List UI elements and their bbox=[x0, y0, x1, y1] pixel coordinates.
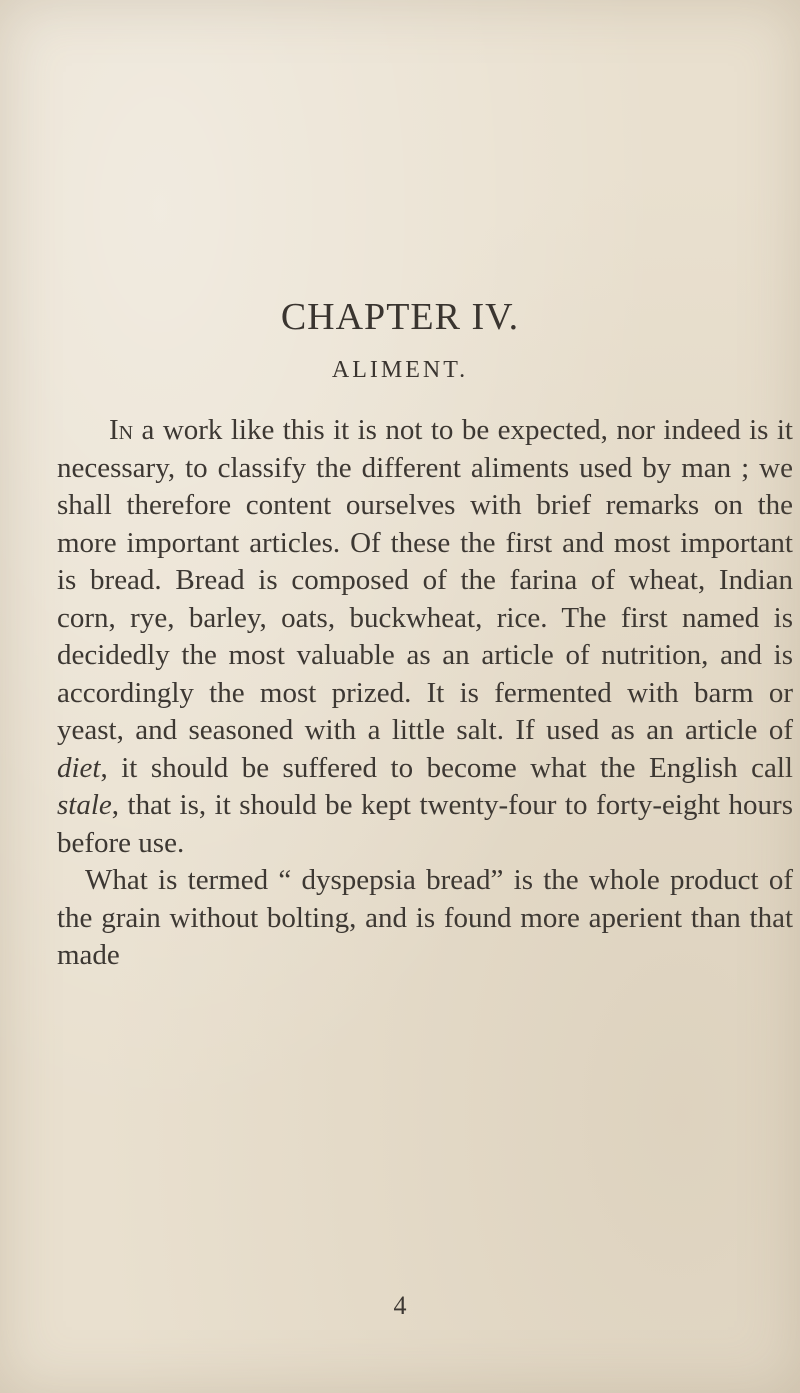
paragraph-1-text: a work like this it is not to be expected, nor indeed is it necessary, to classify the different aliments used by man ; we shall therefore content ourselves with brief remarks on the more important articles. Of these the first and most important is bread. Bread is composed of the farina of wheat, Indian corn, rye, barley, oats, buckwheat, rice. The first named is decidedly the most valuable as an article of nutrition, and is accordingly the most prized. It is fermented with barm or yeast, and seasoned with a little salt. If used as an article of bbox=[57, 414, 793, 746]
section-title: ALIMENT. bbox=[331, 357, 469, 383]
paragraph-1-first-word: In bbox=[109, 414, 134, 446]
paragraph-1-text-3: , that is, it should be kept twenty-four to forty-eight hours before use. bbox=[57, 789, 793, 859]
page-number: 4 bbox=[393, 1291, 407, 1320]
italic-word-stale: stale bbox=[57, 789, 112, 821]
paragraph-2 bbox=[57, 862, 793, 975]
body-text bbox=[57, 412, 793, 975]
paragraph-1 bbox=[57, 412, 793, 862]
paragraph-1-text-2: , it should be suffered to become what the English call bbox=[100, 751, 793, 784]
paragraph-2-text: What is termed “ dyspepsia bread” is the whole product of the grain without bolting, and is found more aperient than that made bbox=[57, 864, 793, 971]
italic-word-diet: diet bbox=[57, 751, 101, 784]
chapter-title: CHAPTER IV. bbox=[280, 296, 520, 338]
